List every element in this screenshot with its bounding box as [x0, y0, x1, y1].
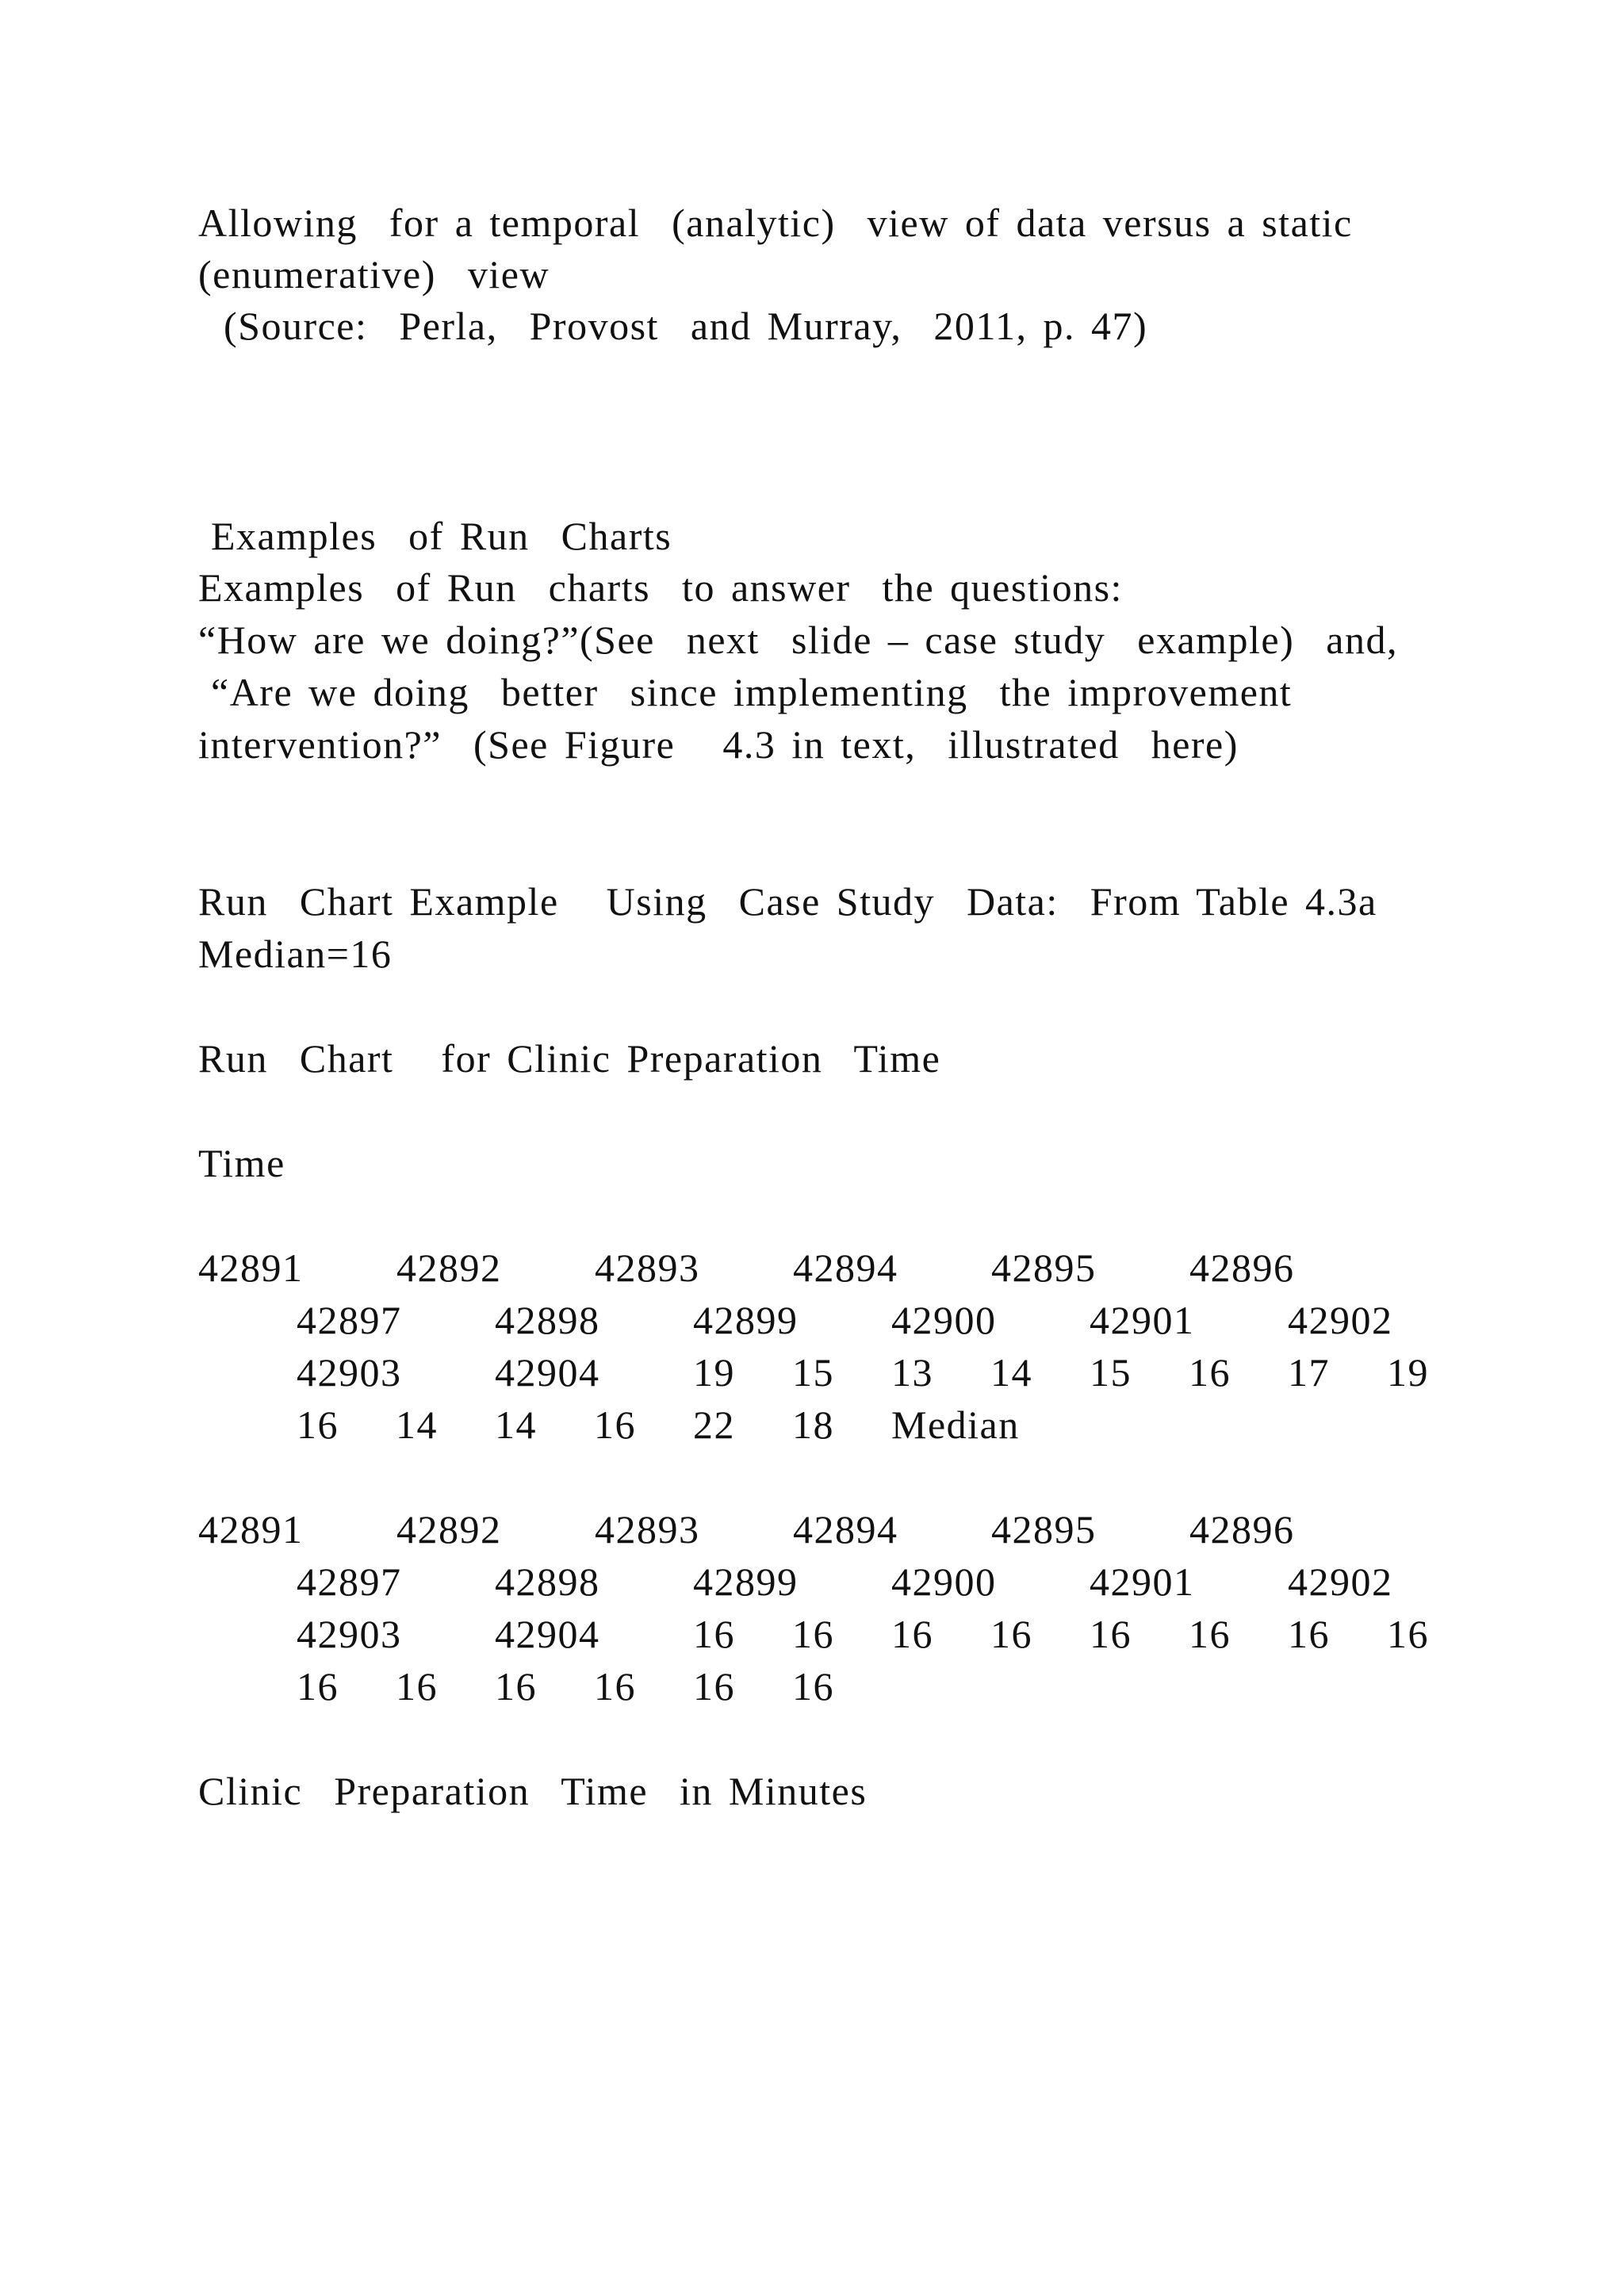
- examples-line-4: intervention?” (See Figure 4.3 in text, illustrated here): [198, 722, 1239, 767]
- block2-date: 42898: [495, 1559, 600, 1604]
- block1-value: 13: [891, 1350, 933, 1395]
- block1-value: 19: [693, 1350, 735, 1395]
- block2-row-1: [0, 1503, 1624, 1556]
- y-axis-label: Clinic Preparation Time in Minutes: [198, 1769, 868, 1813]
- block1-value: 14: [396, 1402, 438, 1447]
- block1-value: 19: [1387, 1350, 1429, 1395]
- block1-value: 17: [1288, 1350, 1330, 1395]
- block2-value: 16: [297, 1664, 339, 1709]
- block2-value: 16: [396, 1664, 438, 1709]
- block1-value: 16: [1189, 1350, 1231, 1395]
- block2-value: 16: [891, 1612, 933, 1656]
- block2-date: 42904: [495, 1612, 600, 1656]
- block2-row-3: [0, 1608, 1624, 1660]
- block2-value: 16: [792, 1612, 834, 1656]
- block2-value: 16: [693, 1612, 735, 1656]
- examples-heading: Examples of Run Charts: [211, 514, 672, 558]
- block1-row-1: [0, 1242, 1624, 1294]
- run-chart-example-title: Run Chart Example Using Case Study Data: From Table 4.3a: [198, 879, 1377, 924]
- block1-row-4: [0, 1399, 1624, 1451]
- block2-value: 16: [1387, 1612, 1429, 1656]
- block2-date: 42901: [1090, 1559, 1195, 1604]
- block1-date: 42896: [1189, 1246, 1295, 1290]
- median-note: Median=16: [198, 932, 393, 976]
- block2-row-4: [0, 1660, 1624, 1712]
- block2-value: 16: [792, 1664, 834, 1709]
- x-axis-label: Time: [198, 1141, 285, 1185]
- block2-date: 42891: [198, 1507, 304, 1552]
- block1-date: 42891: [198, 1246, 304, 1290]
- block2-date: 42892: [396, 1507, 502, 1552]
- intro-line-1: Allowing for a temporal (analytic) view of data versus a static: [198, 201, 1353, 245]
- block1-date: 42899: [693, 1298, 799, 1342]
- block1-date: 42894: [793, 1246, 898, 1290]
- block2-date: 42897: [297, 1559, 402, 1604]
- intro-line-2: (enumerative) view: [198, 252, 550, 297]
- block1-row-3: [0, 1346, 1624, 1399]
- block1-value: 16: [594, 1402, 636, 1447]
- block2-value: 16: [1189, 1612, 1231, 1656]
- block1-value: 22: [693, 1402, 735, 1447]
- block2-value: 16: [990, 1612, 1032, 1656]
- block1-date: 42902: [1288, 1298, 1393, 1342]
- block1-date: 42898: [495, 1298, 600, 1342]
- block1-value: 14: [990, 1350, 1032, 1395]
- block2-date: 42900: [891, 1559, 997, 1604]
- block2-value: 16: [594, 1664, 636, 1709]
- block2-date: 42895: [991, 1507, 1097, 1552]
- block1-date: 42893: [595, 1246, 700, 1290]
- block1-value: 18: [792, 1402, 834, 1447]
- block1-value: 16: [297, 1402, 339, 1447]
- block2-date: 42893: [595, 1507, 700, 1552]
- block1-date: 42901: [1090, 1298, 1195, 1342]
- block2-row-2: [0, 1556, 1624, 1608]
- chart-title: Run Chart for Clinic Preparation Time: [198, 1036, 941, 1081]
- block2-value: 16: [693, 1664, 735, 1709]
- block2-date: 42899: [693, 1559, 799, 1604]
- block2-date: 42903: [297, 1612, 402, 1656]
- block2-date: 42896: [1189, 1507, 1295, 1552]
- block2-value: 16: [1090, 1612, 1132, 1656]
- block2-date: 42894: [793, 1507, 898, 1552]
- source-citation: (Source: Perla, Provost and Murray, 2011, p. 47): [224, 304, 1148, 348]
- block1-value: 15: [792, 1350, 834, 1395]
- examples-line-3: “Are we doing better since implementing the improvement: [211, 670, 1293, 714]
- block1-date: 42900: [891, 1298, 997, 1342]
- block1-row-2: [0, 1294, 1624, 1346]
- block1-date: 42904: [495, 1350, 600, 1395]
- block1-date: 42897: [297, 1298, 402, 1342]
- block2-value: 16: [495, 1664, 537, 1709]
- block1-date: 42895: [991, 1246, 1097, 1290]
- block1-date: 42903: [297, 1350, 402, 1395]
- block2-date: 42902: [1288, 1559, 1393, 1604]
- examples-line-1: Examples of Run charts to answer the questions:: [198, 565, 1123, 610]
- examples-line-2: “How are we doing?”(See next slide – case study example) and,: [198, 618, 1398, 662]
- block1-value: 15: [1090, 1350, 1132, 1395]
- block1-value: 14: [495, 1402, 537, 1447]
- block2-value: 16: [1288, 1612, 1330, 1656]
- block1-date: 42892: [396, 1246, 502, 1290]
- block1-series-label: Median: [891, 1402, 1020, 1447]
